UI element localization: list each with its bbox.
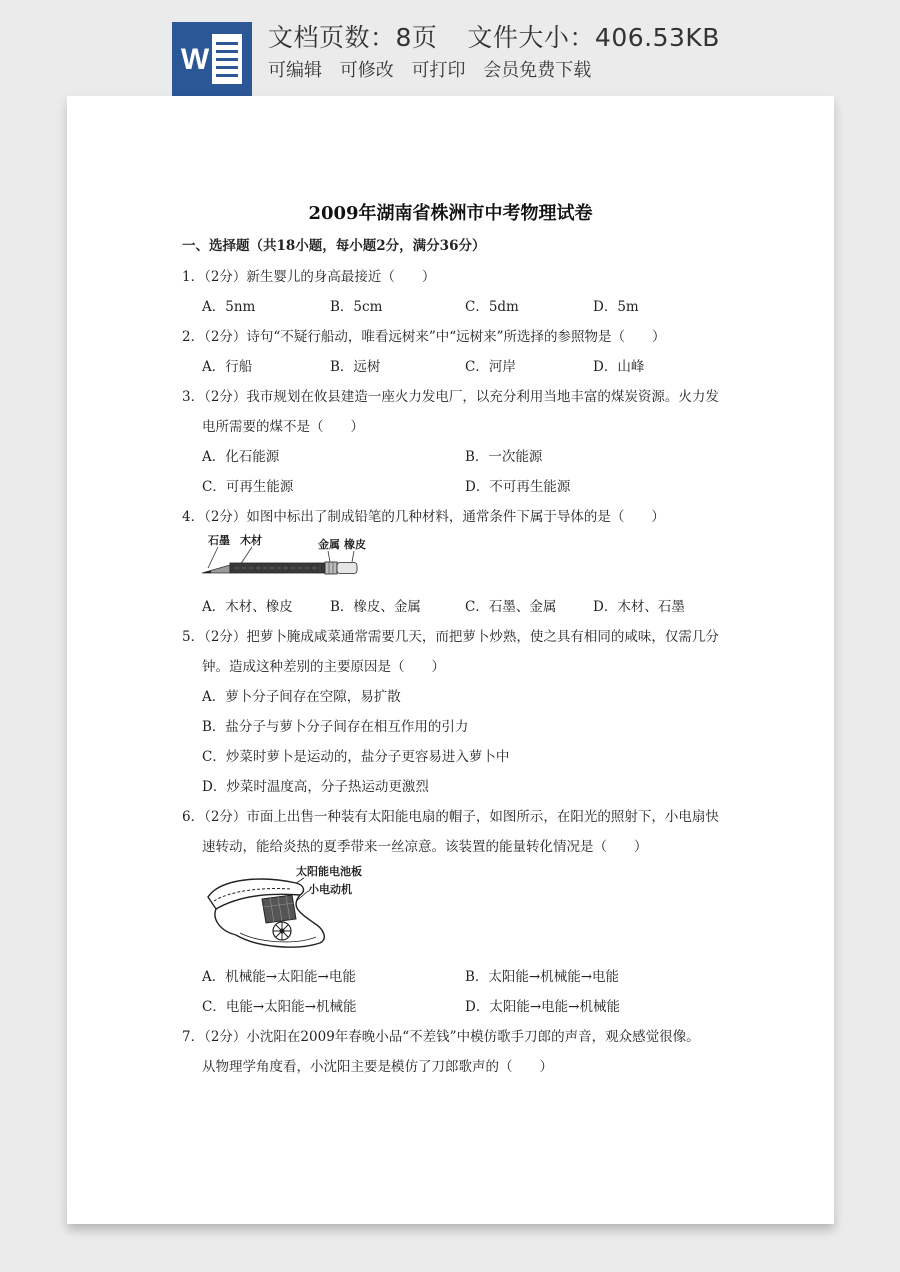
question-3-text: 3．（2分）我市规划在攸县建造一座火力发电厂，以充分利用当地丰富的煤炭资源。火力发 xyxy=(182,389,719,405)
solar-hat-figure xyxy=(200,861,380,957)
q5-option-b: B．盐分子与萝卜分子间存在相互作用的引力 xyxy=(202,719,469,735)
document-title: 2009年湖南省株洲市中考物理试卷 xyxy=(308,203,593,224)
q4-option-b: B．橡皮、金属 xyxy=(330,599,421,615)
q2-option-b: B．远树 xyxy=(330,359,381,375)
pencil-label-metal: 金属 xyxy=(318,538,340,551)
file-info-line xyxy=(268,18,720,54)
word-icon-letter: W xyxy=(180,43,210,76)
document-page xyxy=(67,96,834,1224)
pencil-label-eraser: 橡皮 xyxy=(344,538,366,551)
question-6-text-cont: 速转动，能给炎热的夏季带来一丝凉意。该装置的能量转化情况是（ ） xyxy=(202,839,648,855)
question-1-text: 1．（2分）新生婴儿的身高最接近（ ） xyxy=(182,269,436,285)
pencil-label-wood: 木材 xyxy=(240,534,262,547)
hat-label-motor: 小电动机 xyxy=(308,883,352,896)
page-count-label: 文档页数：8页 xyxy=(268,23,438,52)
question-5-text: 5．（2分）把萝卜腌成咸菜通常需要几天，而把萝卜炒熟，使之具有相同的咸味，仅需几分 xyxy=(182,629,719,645)
q1-option-b: B．5cm xyxy=(330,299,383,315)
q3-option-c: C．可再生能源 xyxy=(202,479,294,495)
feature-member-download[interactable]: 会员免费下载 xyxy=(483,60,592,81)
file-size-label: 文件大小：406.53KB xyxy=(467,23,720,52)
question-6-text: 6．（2分）市面上出售一种装有太阳能电扇的帽子，如图所示，在阳光的照射下，小电扇快 xyxy=(182,809,719,825)
section-heading: 一、选择题（共18小题，每小题2分，满分36分） xyxy=(182,238,486,254)
feature-editable: 可编辑 xyxy=(268,60,322,81)
download-header xyxy=(0,0,900,96)
hat-label-solar-panel: 太阳能电池板 xyxy=(296,865,362,878)
question-3-text-cont: 电所需要的煤不是（ ） xyxy=(202,419,364,435)
q5-option-c: C．炒菜时萝卜是运动的，盐分子更容易进入萝卜中 xyxy=(202,749,510,765)
q4-option-d: D．木材、石墨 xyxy=(593,599,685,615)
word-document-icon xyxy=(172,22,252,96)
q4-option-c: C．石墨、金属 xyxy=(465,599,557,615)
feature-printable: 可打印 xyxy=(411,60,466,81)
feature-modifiable: 可修改 xyxy=(339,60,394,81)
q6-option-d: D．太阳能→电能→机械能 xyxy=(465,999,620,1015)
q6-option-a: A．机械能→太阳能→电能 xyxy=(202,969,356,985)
q3-option-b: B．一次能源 xyxy=(465,449,543,465)
q6-option-b: B．太阳能→机械能→电能 xyxy=(465,969,620,985)
q1-option-a: A．5nm xyxy=(202,299,256,315)
q2-option-c: C．河岸 xyxy=(465,359,516,375)
q5-option-a: A．萝卜分子间存在空隙，易扩散 xyxy=(202,689,401,705)
q3-option-d: D．不可再生能源 xyxy=(465,479,571,495)
question-2-text: 2．（2分）诗句“不疑行船动，唯看远树来”中“远树来”所选择的参照物是（ ） xyxy=(182,329,666,345)
feature-list xyxy=(268,56,603,82)
question-7-text: 7．（2分）小沈阳在2009年春晚小品“不差钱”中模仿歌手刀郎的声音，观众感觉很像。 xyxy=(182,1029,700,1045)
q5-option-d: D．炒菜时温度高，分子热运动更激烈 xyxy=(202,779,429,795)
q2-option-d: D．山峰 xyxy=(593,359,645,375)
question-5-text-cont: 钟。造成这种差别的主要原因是（ ） xyxy=(202,659,445,675)
question-7-text-cont: 从物理学角度看，小沈阳主要是模仿了刀郎歌声的（ ） xyxy=(202,1059,553,1075)
q2-option-a: A．行船 xyxy=(202,359,253,375)
pencil-figure xyxy=(200,532,370,584)
q4-option-a: A．木材、橡皮 xyxy=(202,599,293,615)
q1-option-d: D．5m xyxy=(593,299,639,315)
question-4-text: 4．（2分）如图中标出了制成铅笔的几种材料，通常条件下属于导体的是（ ） xyxy=(182,509,665,525)
pencil-label-graphite: 石墨 xyxy=(208,534,230,547)
q3-option-a: A．化石能源 xyxy=(202,449,280,465)
q6-option-c: C．电能→太阳能→机械能 xyxy=(202,999,357,1015)
q1-option-c: C．5dm xyxy=(465,299,519,315)
